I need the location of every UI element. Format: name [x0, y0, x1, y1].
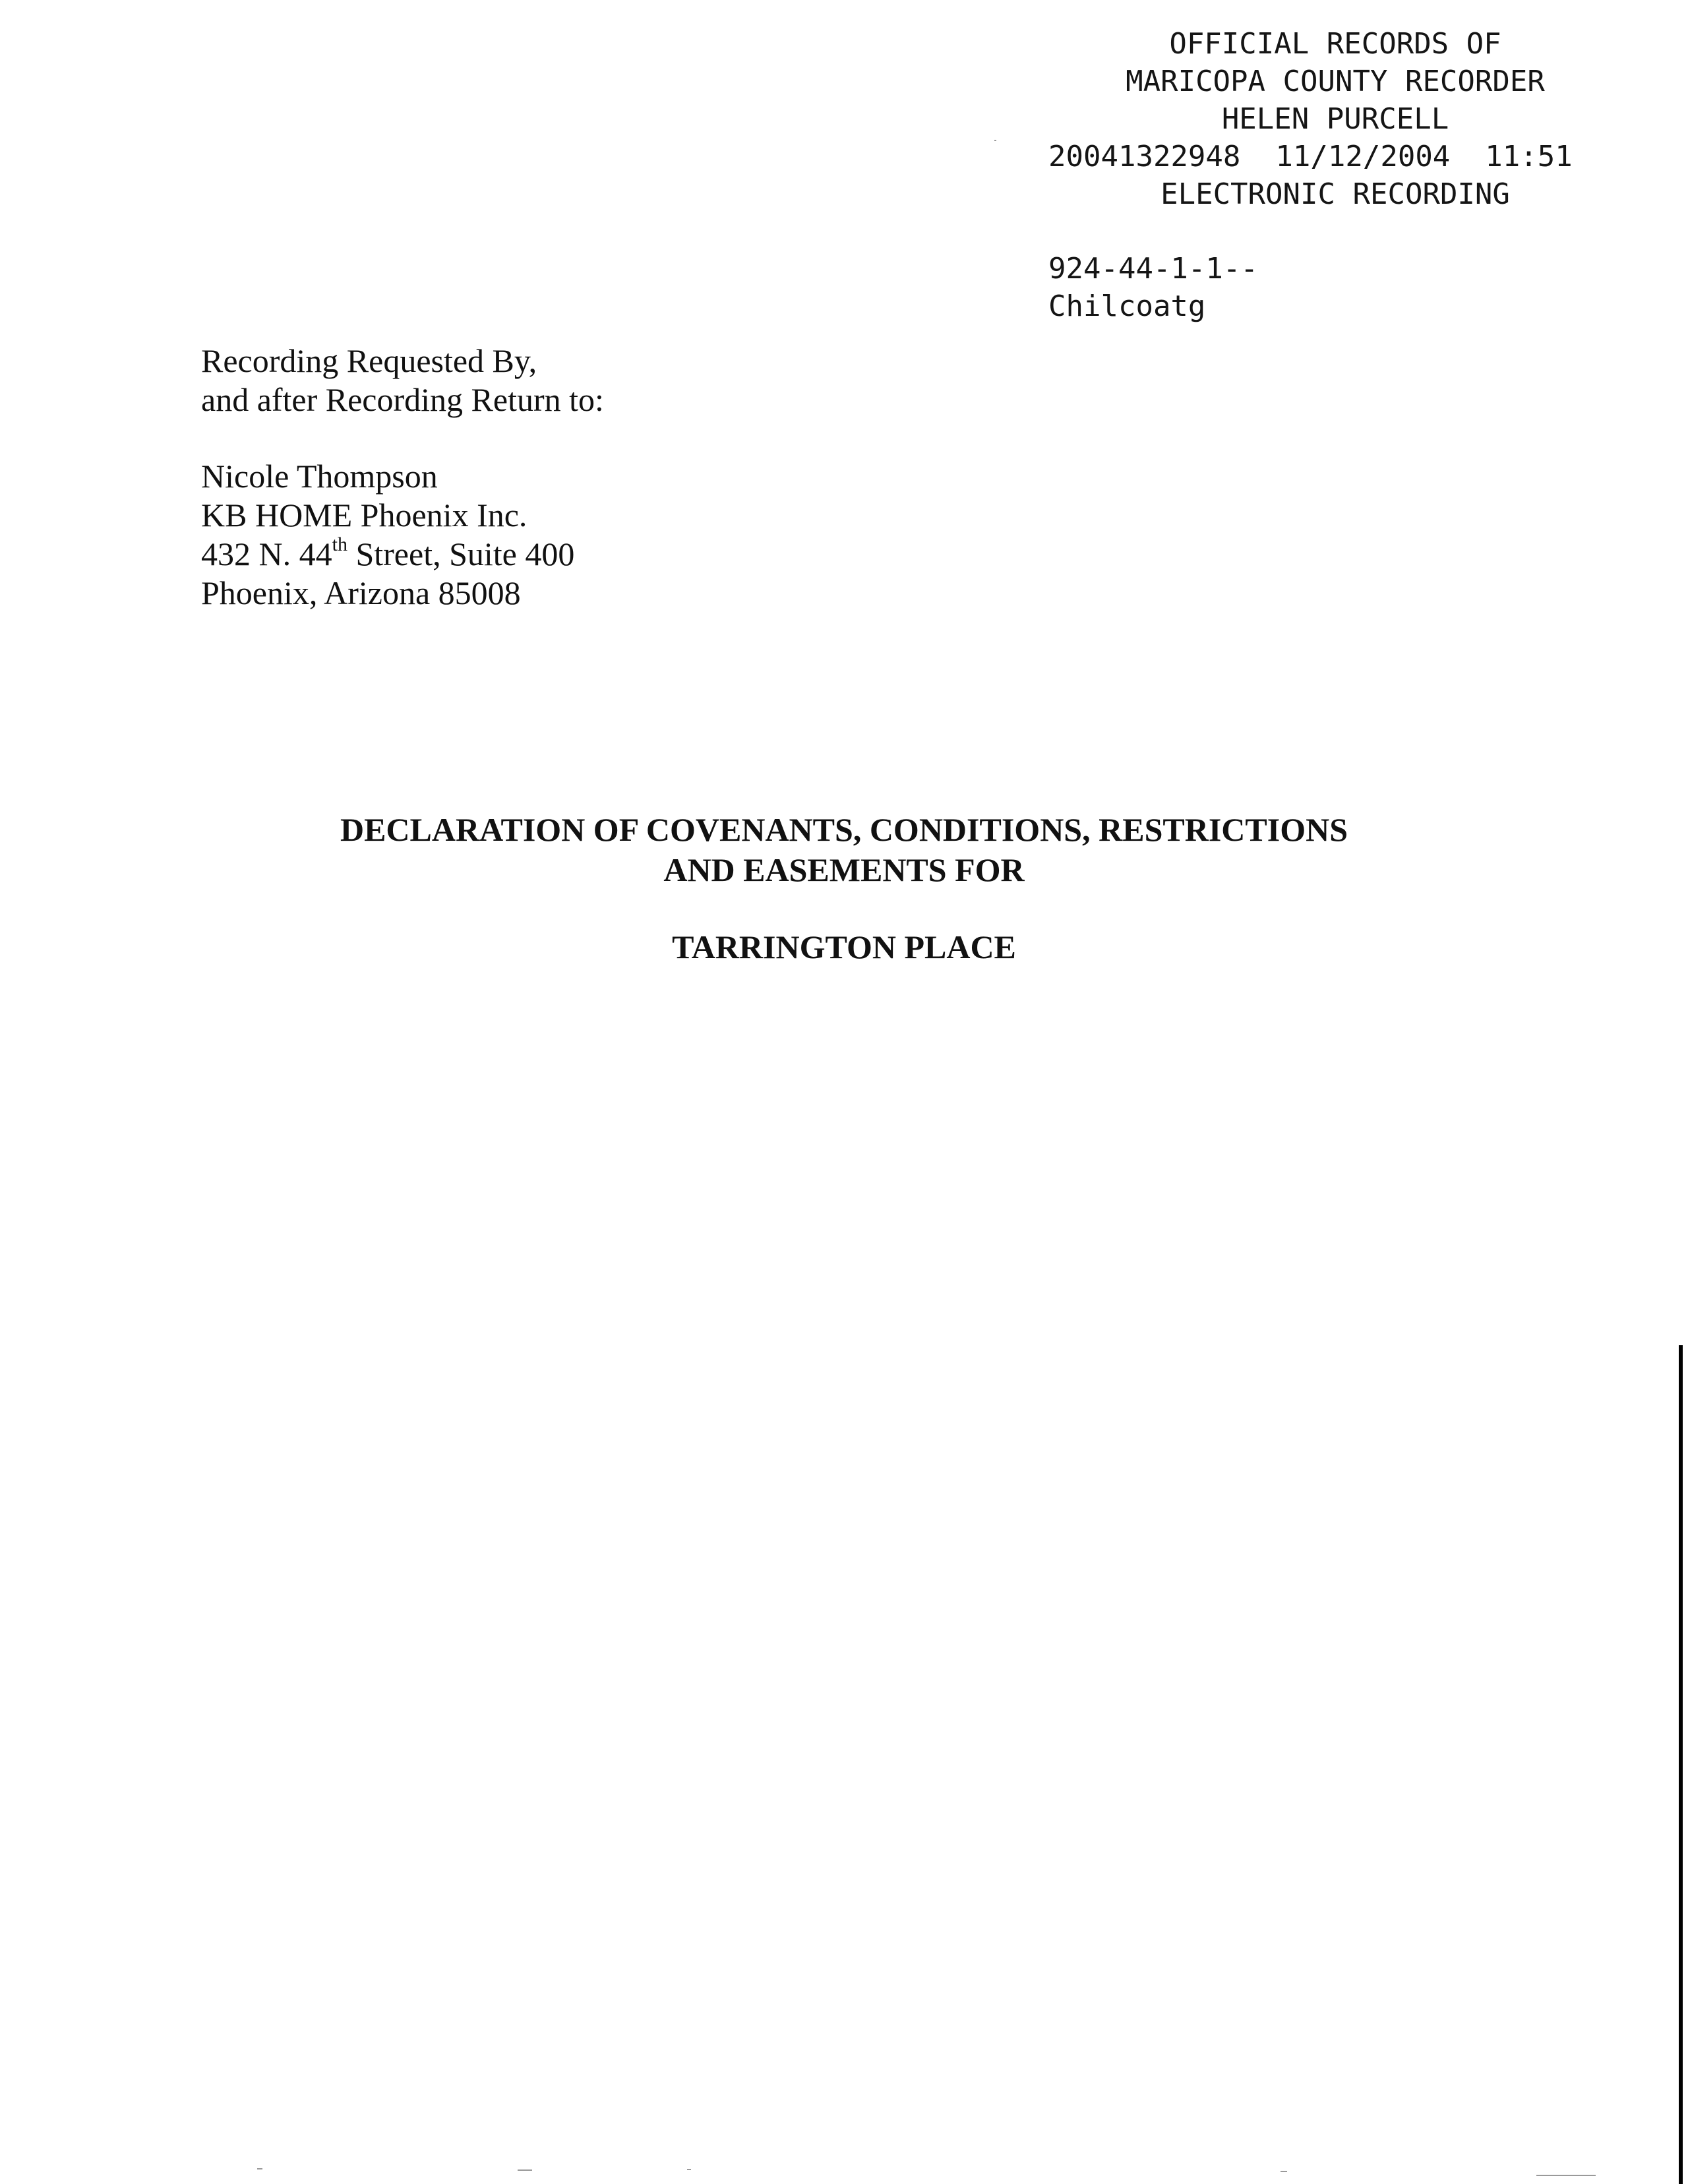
return-city-state-zip: Phoenix, Arizona 85008 [201, 574, 521, 611]
record-number: 20041322948 [1048, 140, 1241, 173]
reference-name: Chilcoatg [1048, 289, 1206, 323]
scan-speck [518, 2169, 532, 2171]
stamp-line-office: OFFICIAL RECORDS OF [1169, 27, 1501, 61]
street-suffix: Street, Suite 400 [347, 535, 575, 572]
stamp-reference [1048, 250, 1642, 325]
scan-edge-mark [1679, 1345, 1683, 2184]
title-line-2: AND EASEMENTS FOR [663, 851, 1025, 888]
scan-speck [687, 2169, 691, 2170]
record-date: 11/12/2004 [1275, 140, 1451, 173]
record-time: 11:51 [1485, 140, 1573, 173]
stamp-line-recorder-name: HELEN PURCELL [1221, 102, 1449, 136]
return-address [201, 457, 574, 613]
requested-by-line: Recording Requested By, [201, 342, 537, 379]
scan-speck [257, 2168, 262, 2169]
return-to-line: and after Recording Return to: [201, 381, 604, 418]
title-line-1: DECLARATION OF COVENANTS, CONDITIONS, RESTRICTIONS [340, 811, 1348, 848]
recording-stamp [1048, 25, 1642, 325]
stamp-line-recorder: MARICOPA COUNTY RECORDER [1126, 65, 1545, 98]
recording-type: ELECTRONIC RECORDING [1160, 177, 1510, 211]
scan-speck [1281, 2171, 1287, 2172]
street-prefix: 432 N. 44 [201, 535, 332, 572]
return-company: KB HOME Phoenix Inc. [201, 497, 528, 533]
reference-code: 924-44-1-1-- [1048, 252, 1258, 286]
street-ordinal: th [332, 533, 347, 556]
recording-requested-by [201, 342, 604, 419]
scan-speck [1536, 2175, 1596, 2176]
scan-speck [994, 140, 996, 141]
document-subtitle: TARRINGTON PLACE [672, 928, 1016, 965]
stamp-record-line [1048, 138, 1622, 175]
return-name: Nicole Thompson [201, 458, 438, 495]
return-street [201, 535, 574, 574]
document-title [0, 810, 1688, 967]
